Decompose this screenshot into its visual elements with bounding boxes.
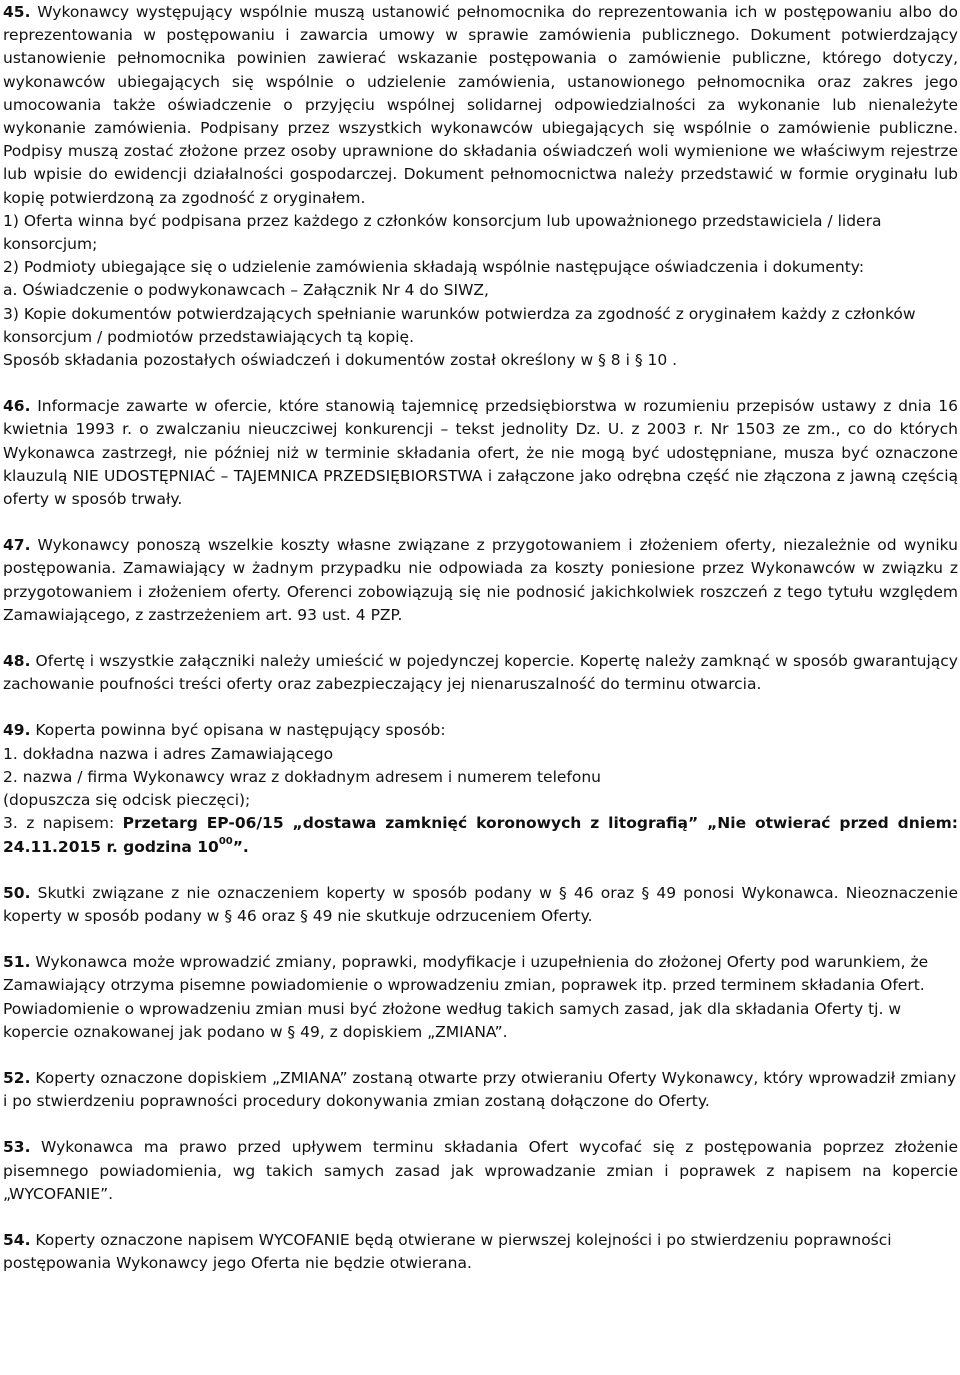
list-item: 2. nazwa / firma Wykonawcy wraz z dokładnym adresem i numerem telefonu (3, 767, 601, 786)
section-number: 49. (3, 721, 31, 740)
list-item: 3) Kopie dokumentów potwierdzających spełnianie warunków potwierdza za zgodność z oryginałem każdy z członków konsorcjum / podmiotów przedstawiających tą kopię. (3, 304, 916, 346)
paragraph (3, 1, 958, 210)
list-item: a. Oświadczenie o podwykonawcach – Załącznik Nr 4 do SIWZ, (3, 281, 489, 300)
paragraph (3, 650, 958, 696)
section-47 (3, 534, 958, 627)
section-46 (3, 395, 958, 511)
section-number: 54. (3, 1230, 31, 1249)
section-text: Wykonawcy występujący wspólnie muszą ustanowić pełnomocnika do reprezentowania ich w postępowaniu albo do reprezentowania w postępowaniu i zawarcia umowy w sprawie zamówienia publicznego. Dokument potwierdzający ustanowienie pełnomocnika powinien zawierać wskazanie postępowania o zamówienie publiczne, którego dotyczy, wykonawców ubiegających się wspólnie o udzielenie zamówienia, ustanowionego pełnomocnika oraz zakres jego umocowania także oświadczenie o przyjęciu wspólnej solidarnej odpowiedzialności za wykonanie lub nienależyte wykonanie zamówienia. Podpisany przez wszystkich wykonawców ubiegających się wspólnie o zamówienie publiczne. Podpisy muszą zostać złożone przez osoby uprawnione do składania oświadczeń woli wymienione we właściwym rejestrze lub wpisie do ewidencji działalności gospodarczej. Dokument pełnomocnictwa należy przedstawić w formie oryginału lub kopię potwierdzoną za zgodność z oryginałem. (3, 3, 958, 207)
section-number: 50. (3, 883, 31, 902)
section-number: 46. (3, 397, 31, 416)
list-item: 1) Oferta winna być podpisana przez każdego z członków konsorcjum lub upoważnionego przedstawiciela / lidera konsorcjum; (3, 211, 882, 254)
section-number: 48. (3, 652, 31, 671)
list-item (3, 812, 958, 858)
section-number: 45. (3, 3, 31, 21)
section-text: Wykonawcy ponoszą wszelkie koszty własne związane z przygotowaniem i złożeniem oferty, niezależnie od wyniku postępowania. Zamawiający w żadnym przypadku nie odpowiada za koszty poniesione przez Wykonawców w związku z przygotowaniem i złożeniem oferty. Oferenci zobowiązują się nie podnosić jakichkolwiek roszczeń z tego tytułu względem Zamawiającego, z zastrzeżeniem art. 93 ust. 4 PZP. (3, 536, 958, 624)
section-text: Skutki związane z nie oznaczeniem koperty w sposób podany w § 46 oraz § 49 ponosi Wykonawca. Nieoznaczenie koperty w sposób podany w § 46 oraz § 49 nie skutkuje odrzuceniem Oferty. (3, 883, 958, 925)
paragraph (3, 1067, 958, 1113)
section-52 (3, 1067, 958, 1113)
section-text: Wykonawca ma prawo przed upływem terminu składania Ofert wycofać się z postępowania poprzez złożenie pisemnego powiadomienia, wg takich samych zasad jak wprowadzanie zmian i poprawek z napisem na kopercie „WYCOFANIE”. (3, 1138, 958, 1203)
section-text: Wykonawca może wprowadzić zmiany, poprawki, modyfikacje i uzupełnienia do złożonej Oferty pod warunkiem, że Zamawiający otrzyma pisemne powiadomienie o wprowadzeniu zmian, poprawek itp. przed terminem składania Ofert. Powiadomienie o wprowadzeniu zmian musi być złożone według takich samych zasad, jak dla składania Oferty tj. w kopercie oznakowanej jak podano w § 49, z dopiskiem „ZMIANA”. (3, 953, 929, 1041)
section-49 (3, 719, 958, 858)
section-text: Koperty oznaczone napisem WYCOFANIE będą otwierane w pierwszej kolejności i po stwierdzeniu poprawności postępowania Wykonawcy jego Oferta nie będzie otwierana. (3, 1230, 892, 1273)
paragraph: Sposób składania pozostałych oświadczeń i dokumentów został określony w § 8 i § 10 . (3, 351, 678, 370)
paragraph (3, 951, 958, 1044)
paragraph (3, 534, 958, 627)
section-53 (3, 1136, 958, 1206)
envelope-label-end: ”. (232, 837, 249, 856)
list-item: (dopuszcza się odcisk pieczęci); (3, 791, 251, 810)
time-minutes: 00 (218, 835, 233, 847)
section-50 (3, 882, 958, 928)
section-text: Informacje zawarte w ofercie, które stanowią tajemnicę przedsiębiorstwa w rozumieniu przepisów ustawy z dnia 16 kwietnia 1993 r. o zwalczaniu nieuczciwej konkurencji – tekst jednolity Dz. U. z 2003 r. Nr 1503 ze zm., co do których Wykonawca zastrzegł, nie później niż w terminie składania ofert, że nie mogą być udostępniane, musza być oznaczone klauzulą NIE UDOSTĘPNIAĆ – TAJEMNICA PRZEDSIĘBIORSTWA i załączone jako odrębna część nie złączona z jawną częścią oferty w sposób trwały. (3, 397, 958, 509)
section-51 (3, 951, 958, 1044)
section-48 (3, 650, 958, 696)
list-item: 1. dokładna nazwa i adres Zamawiającego (3, 744, 334, 763)
section-text: Ofertę i wszystkie załączniki należy umieścić w pojedynczej kopercie. Kopertę należy zamknąć w sposób gwarantujący zachowanie poufności treści oferty oraz zabezpieczający jej nienaruszalność do terminu otwarcia. (3, 652, 958, 694)
section-number: 52. (3, 1068, 31, 1087)
paragraph (3, 882, 958, 928)
paragraph (3, 719, 958, 742)
section-number: 51. (3, 953, 31, 972)
section-54 (3, 1229, 958, 1275)
section-number: 53. (3, 1138, 31, 1157)
paragraph (3, 395, 958, 511)
section-text: Koperty oznaczone dopiskiem „ZMIANA” zostaną otwarte przy otwieraniu Oferty Wykonawcy, który wprowadził zmiany i po stwierdzeniu poprawności procedury dokonywania zmian zostaną dołączone do Oferty. (3, 1068, 957, 1111)
paragraph (3, 1136, 958, 1206)
list-item: 2) Podmioty ubiegające się o udzielenie zamówienia składają wspólnie następujące oświadczenia i dokumenty: (3, 258, 865, 277)
section-text: Koperta powinna być opisana w następujący sposób: (35, 721, 446, 740)
section-number: 47. (3, 536, 31, 555)
item-prefix: 3. z napisem: (3, 814, 123, 833)
paragraph (3, 1229, 958, 1275)
section-45 (3, 1, 958, 372)
envelope-label: Przetarg EP-06/15 „dostawa zamknięć koronowych z litografią” „Nie otwierać przed dniem: 24.11.2015 r. godzina 10 (3, 814, 958, 856)
